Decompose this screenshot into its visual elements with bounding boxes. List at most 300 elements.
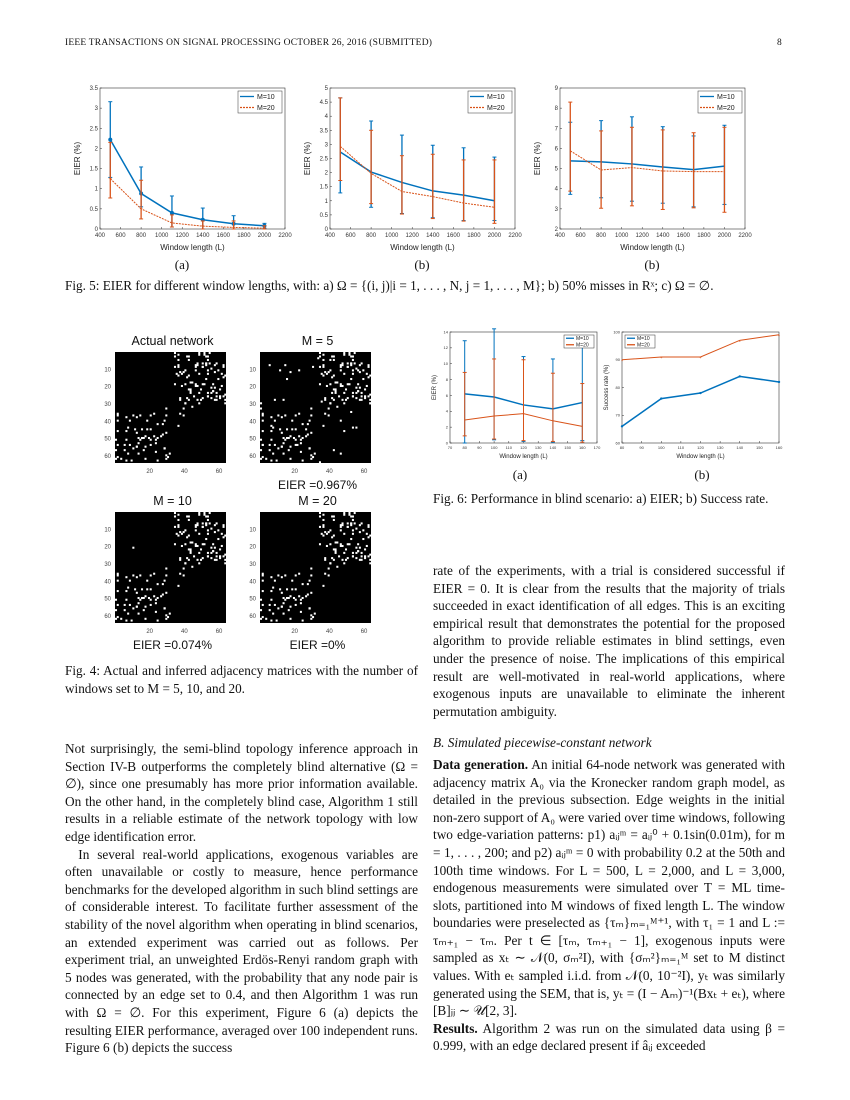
matrix-entry (269, 364, 271, 366)
matrix-entry (369, 399, 371, 401)
matrix-entry (343, 392, 345, 394)
matrix-entry (203, 512, 205, 514)
matrix-entry (197, 545, 199, 547)
fig6b-subcaption: (b) (694, 467, 710, 482)
matrix-entry (197, 364, 199, 366)
matrix-entry (369, 559, 371, 561)
matrix-entry (312, 616, 314, 618)
matrix-entry (270, 620, 272, 622)
y-tick-label: 3.5 (89, 86, 98, 92)
matrix-entry (223, 364, 225, 366)
matrix-entry (295, 444, 297, 446)
matrix-entry (124, 444, 126, 446)
matrix-entry (328, 531, 330, 533)
matrix-entry (357, 369, 359, 371)
paragraph-data-generation (433, 756, 785, 1020)
matrix-entry (354, 522, 356, 524)
matrix-entry (354, 352, 356, 354)
matrix-entry (329, 529, 331, 531)
matrix-entry (209, 362, 211, 364)
matrix-entry (195, 524, 197, 526)
matrix-entry (355, 368, 357, 370)
adjacency-matrix-image (240, 512, 376, 639)
matrix-entry (347, 383, 349, 385)
matrix-entry (117, 430, 119, 432)
matrix-entry (179, 531, 181, 533)
matrix-entry (274, 444, 276, 446)
matrix-entry (193, 555, 195, 557)
x-tick-label: 2000 (487, 233, 502, 239)
matrix-entry (117, 414, 119, 416)
matrix-entry (219, 555, 221, 557)
x-tick-label: 160 (578, 445, 586, 450)
run-in-heading: Results. (433, 1020, 478, 1036)
matrix-entry (277, 574, 279, 576)
matrix-entry (329, 562, 331, 564)
matrix-entry (326, 533, 328, 535)
matrix-entry (333, 355, 335, 357)
matrix-entry (366, 385, 368, 387)
matrix-entry (262, 414, 264, 416)
legend-label: M=10 (487, 94, 505, 101)
y-tick-label: 4 (324, 114, 328, 121)
x-tick-label: 60 (360, 629, 368, 635)
x-tick-label: 1400 (196, 233, 210, 239)
matrix-entry (153, 573, 155, 575)
matrix-entry (138, 437, 140, 439)
matrix-entry (260, 408, 262, 410)
matrix-entry (322, 524, 324, 526)
matrix-entry (219, 397, 221, 399)
matrix-entry (117, 573, 119, 575)
fig5-caption: Fig. 5: EIER for different window lengths, with: a) Ω = {(i, j)|i = 1, . . . , N, j = 1, . . . , M}; b) 50% misses in Rˣ; c) Ω = ∅. (65, 278, 714, 293)
y-tick-label: 2 (445, 424, 448, 430)
matrix-entry (191, 541, 193, 543)
matrix-entry (291, 588, 293, 590)
x-tick-label: 2000 (257, 233, 272, 239)
matrix-entry (165, 414, 167, 416)
matrix-entry (176, 373, 178, 375)
matrix-entry (207, 555, 209, 557)
matrix-entry (362, 369, 364, 371)
run-in-heading: Data generation. (433, 756, 529, 772)
matrix-entry (134, 428, 136, 430)
matrix-entry (144, 618, 146, 620)
matrix-entry (274, 604, 276, 606)
y-tick-label: 20 (249, 544, 256, 551)
matrix-entry (368, 395, 370, 397)
matrix-entry (364, 397, 366, 399)
matrix-entry (117, 580, 119, 582)
matrix-entry (307, 434, 309, 436)
x-tick-label: 1400 (656, 233, 670, 239)
matrix-entry (269, 444, 271, 446)
matrix-entry (300, 602, 302, 604)
matrix-entry (359, 387, 361, 389)
y-tick-label: 60 (104, 454, 111, 461)
matrix-entry (286, 428, 288, 430)
matrix-entry (343, 514, 345, 516)
matrix-entry (298, 369, 300, 371)
matrix-entry (214, 559, 216, 561)
y-tick-label: 40 (249, 419, 256, 426)
matrix-entry (283, 442, 285, 444)
matrix-entry (352, 373, 354, 375)
matrix-entry (179, 371, 181, 373)
y-tick-label: 4 (445, 408, 448, 414)
y-tick-label: 12 (443, 345, 448, 351)
matrix-entry (219, 395, 221, 397)
matrix-entry (310, 568, 312, 570)
x-tick-label: 1600 (676, 233, 691, 239)
matrix-entry (361, 522, 363, 524)
matrix-entry (186, 355, 188, 357)
x-tick-label: 100 (657, 445, 665, 450)
matrix-entry (195, 529, 197, 531)
fig5a-chart (70, 78, 295, 253)
matrix-entry (269, 604, 271, 606)
matrix-entry (364, 388, 366, 390)
matrix-entry (260, 439, 262, 441)
matrix-entry (342, 524, 344, 526)
matrix-entry (212, 390, 214, 392)
matrix-entry (132, 414, 134, 416)
matrix-entry (302, 583, 304, 585)
matrix-entry (164, 447, 166, 449)
matrix-entry (354, 362, 356, 364)
matrix-entry (333, 449, 335, 451)
matrix-entry (345, 548, 347, 550)
matrix-entry (144, 595, 146, 597)
matrix-entry (210, 368, 212, 370)
matrix-entry (293, 597, 295, 599)
matrix-title: Actual network (131, 334, 214, 348)
matrix-entry (324, 371, 326, 373)
matrix-entry (295, 574, 297, 576)
matrix-entry (347, 522, 349, 524)
matrix-entry (188, 388, 190, 390)
matrix-entry (340, 364, 342, 366)
y-tick-label: 2.5 (319, 156, 328, 163)
matrix-entry (190, 552, 192, 554)
matrix-entry (117, 420, 119, 422)
matrix-entry (138, 602, 140, 604)
matrix-entry (310, 454, 312, 456)
matrix-entry (115, 599, 117, 601)
matrix-entry (364, 557, 366, 559)
matrix-entry (361, 552, 363, 554)
matrix-entry (333, 399, 335, 401)
matrix-entry (362, 378, 364, 380)
matrix-entry (155, 602, 157, 604)
matrix-entry (184, 529, 186, 531)
matrix-entry (165, 458, 167, 460)
matrix-entry (300, 442, 302, 444)
matrix-entry (190, 388, 192, 390)
matrix-entry (262, 604, 264, 606)
matrix-entry (312, 366, 314, 368)
legend-label: M=20 (576, 342, 589, 349)
matrix-entry (322, 425, 324, 427)
matrix-entry (319, 352, 321, 354)
x-tick-label: 140 (736, 445, 744, 450)
matrix-entry (331, 376, 333, 378)
matrix-entry (270, 425, 272, 427)
y-tick-label: 60 (249, 614, 256, 621)
matrix-entry (355, 427, 357, 429)
matrix-entry (361, 392, 363, 394)
matrix-entry (333, 548, 335, 550)
matrix-entry (347, 557, 349, 559)
matrix-entry (364, 548, 366, 550)
matrix-entry (284, 439, 286, 441)
matrix-entry (165, 454, 167, 456)
matrix-entry (150, 574, 152, 576)
y-tick-label: 70 (615, 412, 620, 418)
matrix-entry (368, 526, 370, 528)
matrix-entry (207, 369, 209, 371)
y-tick-label: 30 (104, 562, 111, 569)
matrix-entry (289, 446, 291, 448)
y-tick-label: 80 (615, 384, 620, 390)
matrix-entry (186, 515, 188, 517)
data-point (660, 397, 662, 399)
matrix-entry (157, 620, 159, 622)
matrix-entry (188, 535, 190, 537)
x-axis-label: Window length (L) (499, 454, 548, 460)
y-tick-label: 1 (94, 186, 98, 193)
matrix-entry (177, 514, 179, 516)
matrix-entry (186, 397, 188, 399)
matrix-entry (217, 369, 219, 371)
matrix-entry (352, 427, 354, 429)
y-axis-label: Success rate (%) (604, 364, 610, 411)
matrix-entry (148, 597, 150, 599)
matrix-entry (317, 357, 319, 359)
matrix-entry (262, 430, 264, 432)
running-header: IEEE TRANSACTIONS ON SIGNAL PROCESSING OCTOBER 26, 2016 (SUBMITTED) (65, 38, 433, 48)
matrix-entry (141, 597, 143, 599)
x-axis-label: Window length (L) (160, 243, 225, 252)
matrix-entry (336, 541, 338, 543)
matrix-entry (335, 392, 337, 394)
matrix-entry (322, 519, 324, 521)
matrix-entry (262, 580, 264, 582)
x-tick-label: 1200 (405, 233, 419, 239)
x-tick-label: 60 (215, 469, 223, 475)
matrix-entry (150, 604, 152, 606)
matrix-entry (281, 432, 283, 434)
matrix-entry (205, 524, 207, 526)
matrix-entry (310, 408, 312, 410)
matrix-entry (277, 607, 279, 609)
matrix-entry (324, 573, 326, 575)
matrix-entry (262, 573, 264, 575)
matrix-entry (164, 580, 166, 582)
y-tick-label: 1 (324, 198, 328, 205)
matrix-entry (342, 559, 344, 561)
matrix-entry (361, 395, 363, 397)
matrix-entry (352, 395, 354, 397)
matrix-entry (283, 613, 285, 615)
matrix-entry (115, 439, 117, 441)
matrix-entry (348, 514, 350, 516)
matrix-entry (291, 580, 293, 582)
matrix-entry (270, 460, 272, 462)
matrix-entry (195, 543, 197, 545)
matrix-entry (202, 543, 204, 545)
matrix-entry (310, 592, 312, 594)
matrix-entry (333, 559, 335, 561)
matrix-entry (153, 413, 155, 415)
y-tick-label: 8 (554, 106, 558, 113)
matrix-entry (212, 543, 214, 545)
matrix-entry (329, 543, 331, 545)
matrix-entry (321, 533, 323, 535)
matrix-entry (125, 590, 127, 592)
matrix-entry (310, 618, 312, 620)
matrix-entry (328, 408, 330, 410)
matrix-entry (174, 352, 176, 354)
matrix-entry (169, 613, 171, 615)
matrix-entry (369, 562, 371, 564)
matrix-entry (138, 597, 140, 599)
matrix-background (115, 512, 226, 623)
matrix-entry (352, 519, 354, 521)
matrix-entry (309, 607, 311, 609)
matrix-entry (124, 604, 126, 606)
matrix-entry (284, 599, 286, 601)
matrix-entry (352, 369, 354, 371)
legend-label: M=20 (257, 105, 275, 112)
matrix-entry (288, 437, 290, 439)
matrix-entry (340, 420, 342, 422)
matrix-entry (224, 562, 226, 564)
matrix-entry (359, 547, 361, 549)
matrix-entry (347, 526, 349, 528)
matrix-entry (364, 395, 366, 397)
matrix-entry (345, 388, 347, 390)
matrix-entry (174, 355, 176, 357)
matrix-entry (188, 515, 190, 517)
matrix-entry (305, 595, 307, 597)
fig4-caption: Fig. 4: Actual and inferred adjacency matrices with the number of windows set to M = 5, 10, and 20. (65, 663, 418, 696)
matrix-entry (148, 437, 150, 439)
x-tick-label: 110 (505, 445, 512, 450)
matrix-entry (127, 587, 129, 589)
matrix-entry (269, 609, 271, 611)
matrix-entry (262, 574, 264, 576)
x-tick-label: 1000 (154, 233, 169, 239)
matrix-entry (177, 519, 179, 521)
matrix-entry (277, 447, 279, 449)
x-tick-label: 130 (716, 445, 724, 450)
matrix-entry (205, 515, 207, 517)
fig6a-chart (428, 326, 603, 461)
matrix-entry (309, 580, 311, 582)
matrix-entry (359, 559, 361, 561)
matrix-entry (362, 538, 364, 540)
matrix-entry (186, 557, 188, 559)
matrix-entry (295, 428, 297, 430)
x-tick-label: 2000 (717, 233, 732, 239)
matrix-entry (279, 369, 281, 371)
matrix-entry (262, 590, 264, 592)
matrix-entry (165, 568, 167, 570)
matrix-entry (207, 373, 209, 375)
matrix-entry (174, 512, 176, 514)
matrix-entry (197, 362, 199, 364)
matrix-entry (342, 545, 344, 547)
matrix-entry (198, 402, 200, 404)
matrix-entry (153, 595, 155, 597)
matrix-entry (165, 592, 167, 594)
matrix-title: M = 10 (153, 494, 192, 508)
matrix-entry (223, 536, 225, 538)
matrix-entry (302, 620, 304, 622)
matrix-entry (219, 557, 221, 559)
fig6-caption: Fig. 6: Performance in blind scenario: a) EIER; b) Success rate. (433, 491, 769, 506)
legend-label: M=20 (487, 105, 505, 112)
x-tick-label: 40 (326, 629, 333, 635)
x-tick-label: 1800 (697, 233, 711, 239)
fig5b-subcaption: (b) (414, 257, 430, 272)
matrix-entry (357, 543, 359, 545)
matrix-entry (198, 352, 200, 354)
matrix-entry (270, 599, 272, 601)
matrix-entry (117, 444, 119, 446)
matrix-entry (324, 397, 326, 399)
y-tick-label: 6 (445, 392, 448, 398)
y-tick-label: 30 (249, 562, 256, 569)
matrix-entry (369, 535, 371, 537)
eier-label: EIER =0% (289, 638, 346, 652)
y-tick-label: 40 (104, 419, 111, 426)
data-point (170, 211, 174, 215)
matrix-entry (177, 535, 179, 537)
y-tick-label: 8 (445, 376, 448, 382)
matrix-entry (207, 359, 209, 361)
matrix-entry (324, 399, 326, 401)
matrix-entry (224, 402, 226, 404)
matrix-entry (219, 548, 221, 550)
matrix-entry (183, 414, 185, 416)
paragraph: rate of the experiments, with a trial is considered successful if EIER = 0. It is clear from the results that the majority of trials succeeded in exact identification of all edges. This is an exciting empirical result that demonstrates the potential for the proposed algorithm to provide reliable estimates in blind settings, even under the presence of noise. The implications of this empirical result are well-motivated in real-world applications, where exogenous inputs are unavailable to eliminate the inherent permutation ambiguity. (433, 563, 785, 719)
y-tick-label: 30 (104, 402, 111, 409)
matrix-entry (347, 366, 349, 368)
matrix-entry (288, 597, 290, 599)
matrix-entry (216, 395, 218, 397)
matrix-entry (274, 399, 276, 401)
y-tick-label: 60 (104, 614, 111, 621)
matrix-entry (198, 552, 200, 554)
matrix-entry (335, 550, 337, 552)
matrix-entry (314, 453, 316, 455)
matrix-entry (181, 545, 183, 547)
matrix-entry (134, 588, 136, 590)
y-tick-label: 10 (443, 361, 448, 367)
matrix-entry (293, 437, 295, 439)
matrix-entry (324, 413, 326, 415)
matrix-entry (340, 526, 342, 528)
matrix-entry (262, 444, 264, 446)
matrix-entry (298, 595, 300, 597)
matrix-entry (186, 376, 188, 378)
matrix-entry (117, 616, 119, 618)
matrix-entry (322, 366, 324, 368)
matrix-entry (328, 371, 330, 373)
matrix-entry (195, 385, 197, 387)
